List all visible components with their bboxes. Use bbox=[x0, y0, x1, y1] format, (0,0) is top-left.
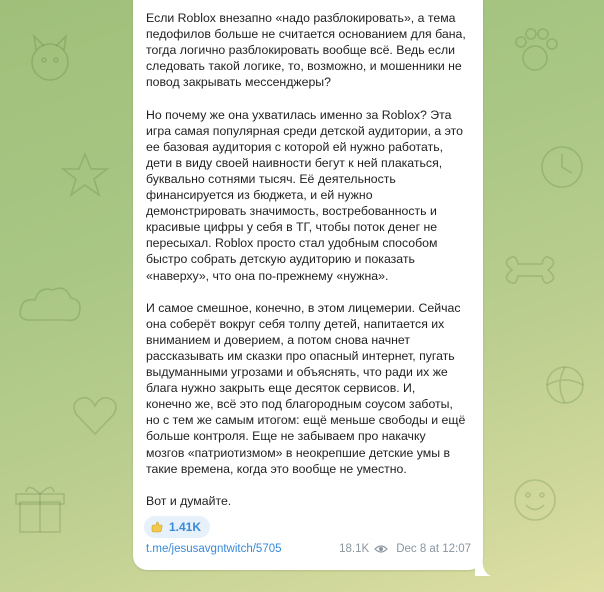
message-date: Dec 8 at 12:07 bbox=[396, 543, 471, 555]
doodle-ball-icon bbox=[540, 360, 590, 410]
doodle-star-icon bbox=[60, 150, 110, 200]
view-count: 18.1K bbox=[339, 543, 370, 555]
doodle-cat-icon bbox=[20, 30, 80, 90]
message-meta bbox=[339, 543, 471, 555]
reaction-button[interactable] bbox=[144, 516, 210, 538]
message-paragraph-4: Вот и думайте. bbox=[146, 493, 232, 508]
doodle-bone-icon bbox=[500, 250, 560, 300]
doodle-paw-icon bbox=[505, 20, 565, 80]
doodle-cloud-icon bbox=[15, 280, 85, 330]
message-paragraph-1: Если Roblox внезапно «надо разблокировать», а тема педофилов больше не считается основанием для бана, тогда логично разблокировать вообще всё. Ведь если следовать такой логике, то, возможно, и мошенники не повод закрывать мессенджеры? bbox=[146, 11, 466, 90]
doodle-clock-icon bbox=[535, 140, 590, 195]
doodle-heart-icon bbox=[70, 390, 120, 440]
doodle-smile-icon bbox=[505, 470, 565, 530]
message-text bbox=[146, 10, 476, 525]
bubble-tail bbox=[475, 556, 491, 576]
doodle-gift-icon bbox=[10, 480, 70, 540]
reaction-count: 1.41K bbox=[169, 520, 202, 534]
like-reaction-icon bbox=[151, 521, 163, 533]
message-paragraph-3: И самое смешное, конечно, в этом лицемерии. Сейчас она соберёт вокруг себя толпу детей, напитается их вниманием и доверием, а потом снова начнет рассказывать им сказки про опасный интернет, пугать выдуманными угрозами и объяснять, что ради их же блага нужно закрыть еще десяток сервисов. И, конечно же, всё это под благородным соусом заботы, но с тем же самым итогом: ещё меньше свободы и ещё больше контроля. Еще не забываем про накачку мозгов «патриотизмом» в неокрепшие детские умы в такие времена, когда это вообще не уместно. bbox=[146, 300, 466, 476]
message-bubble bbox=[133, 0, 483, 570]
message-link[interactable]: t.me/jesusavgntwitch/5705 bbox=[146, 543, 282, 555]
eye-icon bbox=[374, 544, 388, 554]
message-paragraph-2: Но почему же она ухватилась именно за Roblox? Эта игра самая популярная среди детской аудитории, а это ее базовая аудитория с которой ей нужно работать, дети в виду своей наивности бегут к ней плакаться, буквально сотнями тысяч. Её деятельность финансируется из бюджета, и ей нужно демонстрировать значимость, востребованность и красивые цифры у себя в ТГ, чтобы поток денег не пересыхал. Roblox просто стал удобным способом быстро собрать детскую аудиторию и показать «наверху», что она по-прежнему «нужна». bbox=[146, 107, 463, 283]
